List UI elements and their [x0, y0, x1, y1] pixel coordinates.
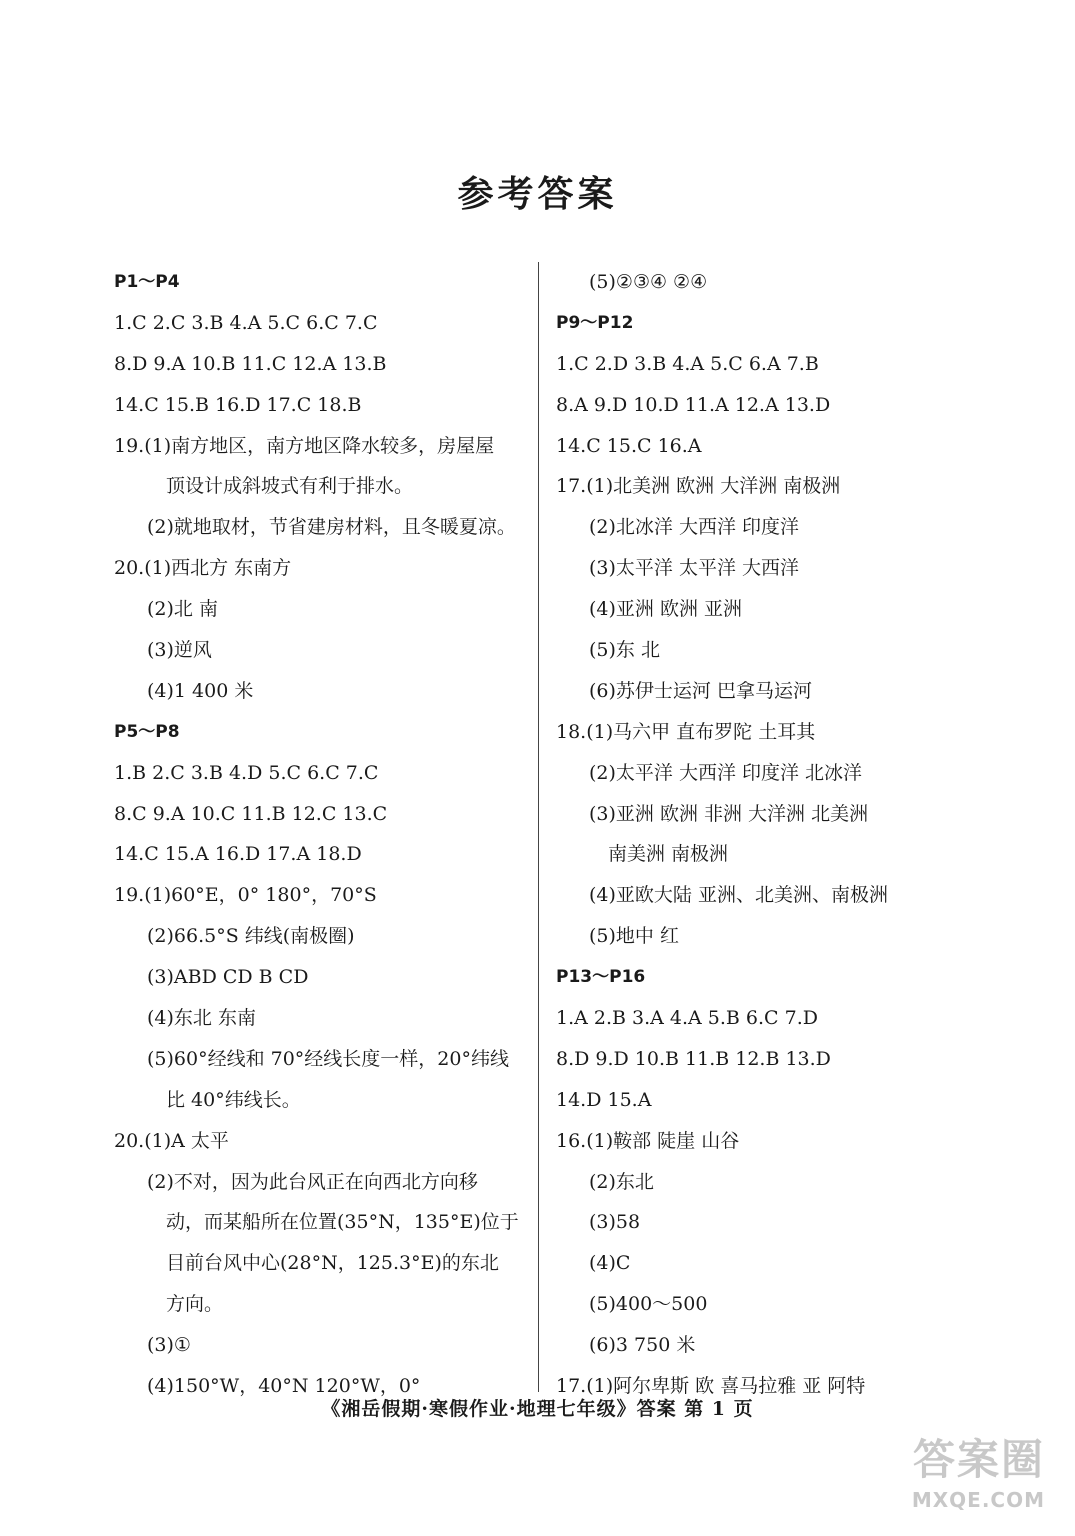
answer-line: 14.C 15.A 16.D 17.A 18.D — [114, 843, 362, 866]
answer-line: 目前台风中心(28°N，125.3°E)的东北 — [166, 1252, 499, 1275]
answer-line: P1～P4 — [114, 272, 180, 292]
answer-line: (3)逆风 — [147, 639, 212, 662]
answer-line: P13～P16 — [556, 967, 646, 988]
answer-line: (6)苏伊士运河 巴拿马运河 — [589, 679, 812, 702]
answer-line: P9～P12 — [556, 312, 634, 333]
answer-line: (2)北冰洋 大西洋 印度洋 — [589, 516, 799, 539]
answer-line: 动，而某船所在位置(35°N，135°E)位于 — [166, 1211, 519, 1234]
answer-line: (4)亚欧大陆 亚洲、北美洲、南极洲 — [589, 884, 888, 907]
answer-line: (5)60°经线和 70°经线长度一样，20°纬线 — [147, 1047, 509, 1070]
answer-line: (5)400～500 — [589, 1293, 708, 1316]
answer-line: 17.(1)北美洲 欧洲 大洋洲 南极洲 — [556, 475, 841, 498]
answer-line: 顶设计成斜坡式有利于排水。 — [166, 475, 414, 498]
answer-line: (4)150°W，40°N 120°W，0° — [147, 1375, 421, 1398]
answer-line: (5)②③④ ②④ — [589, 271, 708, 293]
watermark-logo-text: 答案圈 — [912, 1435, 1045, 1484]
answer-line: 16.(1)鞍部 陡崖 山谷 — [556, 1129, 740, 1152]
answer-line: 20.(1)西北方 东南方 — [114, 557, 292, 580]
column-divider — [538, 262, 539, 1392]
answer-line: 8.C 9.A 10.C 11.B 12.C 13.C — [114, 802, 388, 825]
answer-line: (2)66.5°S 纬线(南极圈) — [147, 925, 355, 948]
answer-line: (4)东北 东南 — [147, 1007, 256, 1030]
answer-line: 8.A 9.D 10.D 11.A 12.A 13.D — [556, 393, 831, 416]
page-title: 参考答案 — [457, 174, 618, 215]
answer-line: (2)不对，因为此台风正在向西北方向移 — [147, 1170, 478, 1193]
answer-line: (5)地中 红 — [589, 925, 679, 948]
answer-line: (6)3 750 米 — [589, 1334, 696, 1357]
answer-line: 19.(1)60°E，0° 180°，70°S — [114, 884, 377, 907]
answer-line: 8.D 9.D 10.B 11.B 12.B 13.D — [556, 1047, 831, 1070]
answer-line: (5)东 北 — [589, 639, 660, 662]
page-footer: 《湘岳假期·寒假作业·地理七年级》答案 第 1 页 — [321, 1398, 754, 1420]
answer-column-right — [556, 262, 976, 1407]
answer-line: (4)1 400 米 — [147, 679, 254, 702]
answer-line: 比 40°纬线长。 — [166, 1088, 301, 1111]
answer-line: 1.B 2.C 3.B 4.D 5.C 6.C 7.C — [114, 761, 379, 784]
answer-line: (3)58 — [589, 1211, 641, 1234]
answer-line: 1.C 2.D 3.B 4.A 5.C 6.A 7.B — [556, 352, 819, 375]
answer-line: (4)亚洲 欧洲 亚洲 — [589, 598, 742, 621]
answer-line: 8.D 9.A 10.B 11.C 12.A 13.B — [114, 352, 387, 375]
answer-line: 14.C 15.B 16.D 17.C 18.B — [114, 393, 362, 416]
answer-line: (3)ABD CD B CD — [147, 966, 309, 989]
answer-line: (4)C — [589, 1252, 631, 1275]
answer-line: 南美洲 南极洲 — [608, 843, 729, 866]
answer-line: 14.C 15.C 16.A — [556, 434, 702, 457]
answer-line: 14.D 15.A — [556, 1088, 652, 1111]
answer-line: (2)东北 — [589, 1170, 654, 1193]
watermark-url: MXQE.COM — [911, 1488, 1045, 1512]
answer-line: (2)太平洋 大西洋 印度洋 北冰洋 — [589, 761, 863, 784]
answer-line: (3)亚洲 欧洲 非洲 大洋洲 北美洲 — [589, 802, 869, 825]
answer-column-left — [114, 262, 524, 1407]
answer-line: (3)① — [147, 1334, 191, 1357]
answer-line: 17.(1)阿尔卑斯 欧 喜马拉雅 亚 阿特 — [556, 1375, 866, 1398]
answer-line: 1.A 2.B 3.A 4.A 5.B 6.C 7.D — [556, 1007, 818, 1030]
answer-line: 1.C 2.C 3.B 4.A 5.C 6.C 7.C — [114, 311, 378, 334]
answer-line: (3)太平洋 太平洋 大西洋 — [589, 557, 799, 580]
answer-line: 18.(1)马六甲 直布罗陀 土耳其 — [556, 720, 816, 743]
answer-line: P5～P8 — [114, 721, 180, 742]
answer-line: 19.(1)南方地区，南方地区降水较多，房屋屋 — [114, 434, 495, 457]
answer-line: 20.(1)A 太平 — [114, 1129, 229, 1152]
watermark-logo — [895, 1432, 1045, 1532]
answer-line: 方向。 — [166, 1293, 224, 1316]
answer-line: (2)就地取材，节省建房材料，且冬暖夏凉。 — [147, 516, 516, 539]
answer-line: (2)北 南 — [147, 598, 218, 621]
